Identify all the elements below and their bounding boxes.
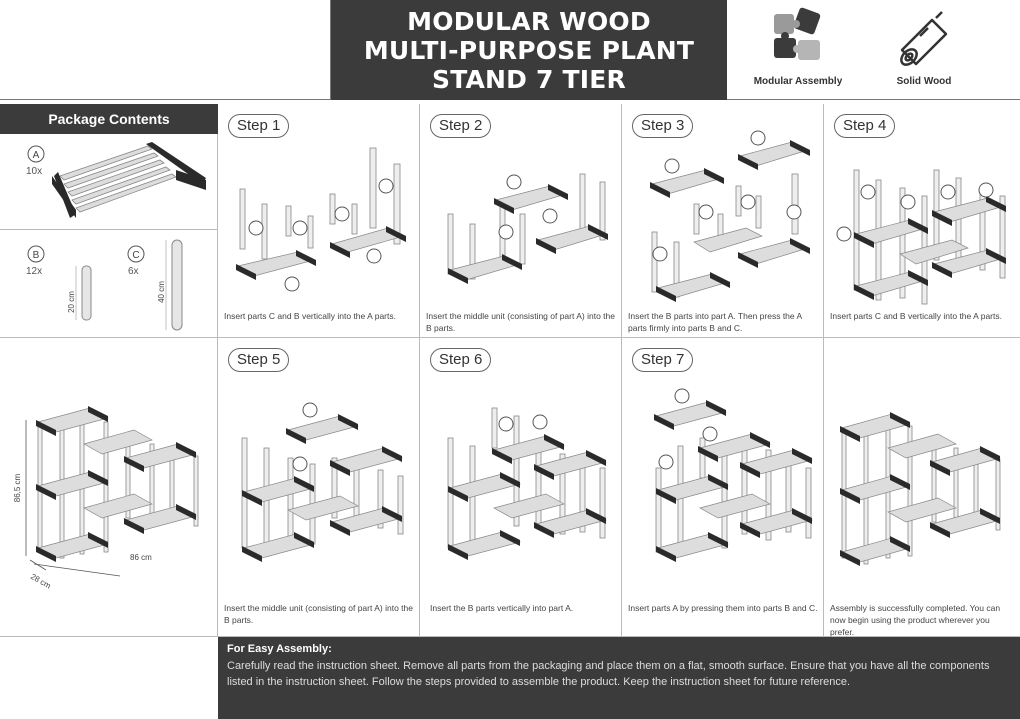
assembly-tips-panel [218, 637, 1020, 719]
step-7-label: Step 7 [632, 348, 693, 372]
part-b-letter [26, 244, 50, 268]
step-4-caption: Insert parts C and B vertically into the A parts. [830, 311, 1002, 321]
step-2-panel [420, 104, 622, 338]
feature-modular [733, 6, 863, 98]
step-4-illustration [824, 104, 1020, 338]
step-2-caption: Insert the middle unit (consisting of part A) into the B parts. [426, 311, 615, 333]
step-3-illustration [622, 104, 824, 338]
height-dimension: 86,5 cm [13, 473, 22, 503]
step-6-caption: Insert the B parts vertically into part A. [430, 603, 574, 613]
finished-rack-dimensions [0, 338, 218, 637]
header-blank-area [0, 0, 331, 100]
step-4-panel [824, 104, 1020, 338]
step-1-illustration [218, 104, 420, 338]
feature-label-modular: Modular Assembly [753, 76, 843, 87]
step-2-illustration [420, 104, 622, 338]
step-5-caption: Insert the middle unit (consisting of part A) into the B parts. [224, 603, 413, 625]
final-caption: Assembly is successfully completed. You can now begin using the product wherever you prefer. [830, 603, 1001, 637]
title-line-2: MULTI-PURPOSE PLANT [363, 35, 695, 65]
svg-text:C: C [132, 250, 140, 261]
step-5-illustration [218, 338, 420, 637]
package-contents-header: Package Contents [0, 104, 218, 134]
part-c-count: 6x [128, 266, 139, 277]
step-1-panel [218, 104, 420, 338]
part-a-count: 10x [26, 166, 43, 177]
title-line-3: STAND 7 TIER [431, 64, 627, 94]
page-title [331, 0, 727, 100]
assembly-tips-title: For Easy Assembly: [227, 643, 332, 655]
part-c-letter [126, 244, 150, 268]
puzzle-icon [766, 6, 830, 70]
step-5-panel [218, 338, 420, 637]
step-7-panel [622, 338, 824, 637]
step-3-caption: Insert the B parts into part A. Then press the A parts firmly into parts B and C. [628, 311, 802, 333]
finished-dimensions-panel [0, 338, 218, 637]
step-4-label: Step 4 [834, 114, 895, 138]
step-1-label: Step 1 [228, 114, 289, 138]
feature-label-wood: Solid Wood [896, 76, 952, 87]
final-panel [824, 338, 1020, 637]
part-c-illustration [154, 234, 194, 334]
step-7-caption: Insert parts A by pressing them into parts B and C. [628, 603, 818, 613]
step-5-label: Step 5 [228, 348, 289, 372]
step-6-illustration [420, 338, 622, 637]
part-a-cell [0, 134, 218, 230]
step-7-illustration [622, 338, 824, 637]
title-line-1: MODULAR WOOD [407, 6, 651, 36]
svg-text:A: A [32, 150, 40, 161]
part-b-illustration [64, 260, 104, 330]
feature-wood [859, 6, 989, 98]
features-panel [727, 0, 1020, 100]
step-3-panel [622, 104, 824, 338]
step-2-label: Step 2 [430, 114, 491, 138]
part-b-count: 12x [26, 266, 43, 277]
svg-text:40 cm: 40 cm [157, 281, 166, 303]
log-icon [892, 6, 956, 70]
svg-text:B: B [32, 250, 40, 261]
step-6-panel [420, 338, 622, 637]
step-6-label: Step 6 [430, 348, 491, 372]
part-a-illustration [46, 140, 216, 220]
width-dimension: 86 cm [130, 553, 152, 562]
depth-dimension: 28 cm [29, 571, 53, 591]
step-1-caption: Insert parts C and B vertically into the A parts. [224, 311, 396, 321]
assembly-tips-body: Carefully read the instruction sheet. Remove all parts from the packaging and place them on a flat, smooth surface. Ensure that you have all the components listed in the instruction sheet. Follow the steps provided to assemble the product. Keep the instruction sheet for future reference. [227, 660, 990, 688]
step-3-label: Step 3 [632, 114, 693, 138]
svg-text:20 cm: 20 cm [67, 291, 76, 313]
parts-bc-cell [0, 230, 218, 338]
completed-rack-illustration [824, 338, 1020, 637]
